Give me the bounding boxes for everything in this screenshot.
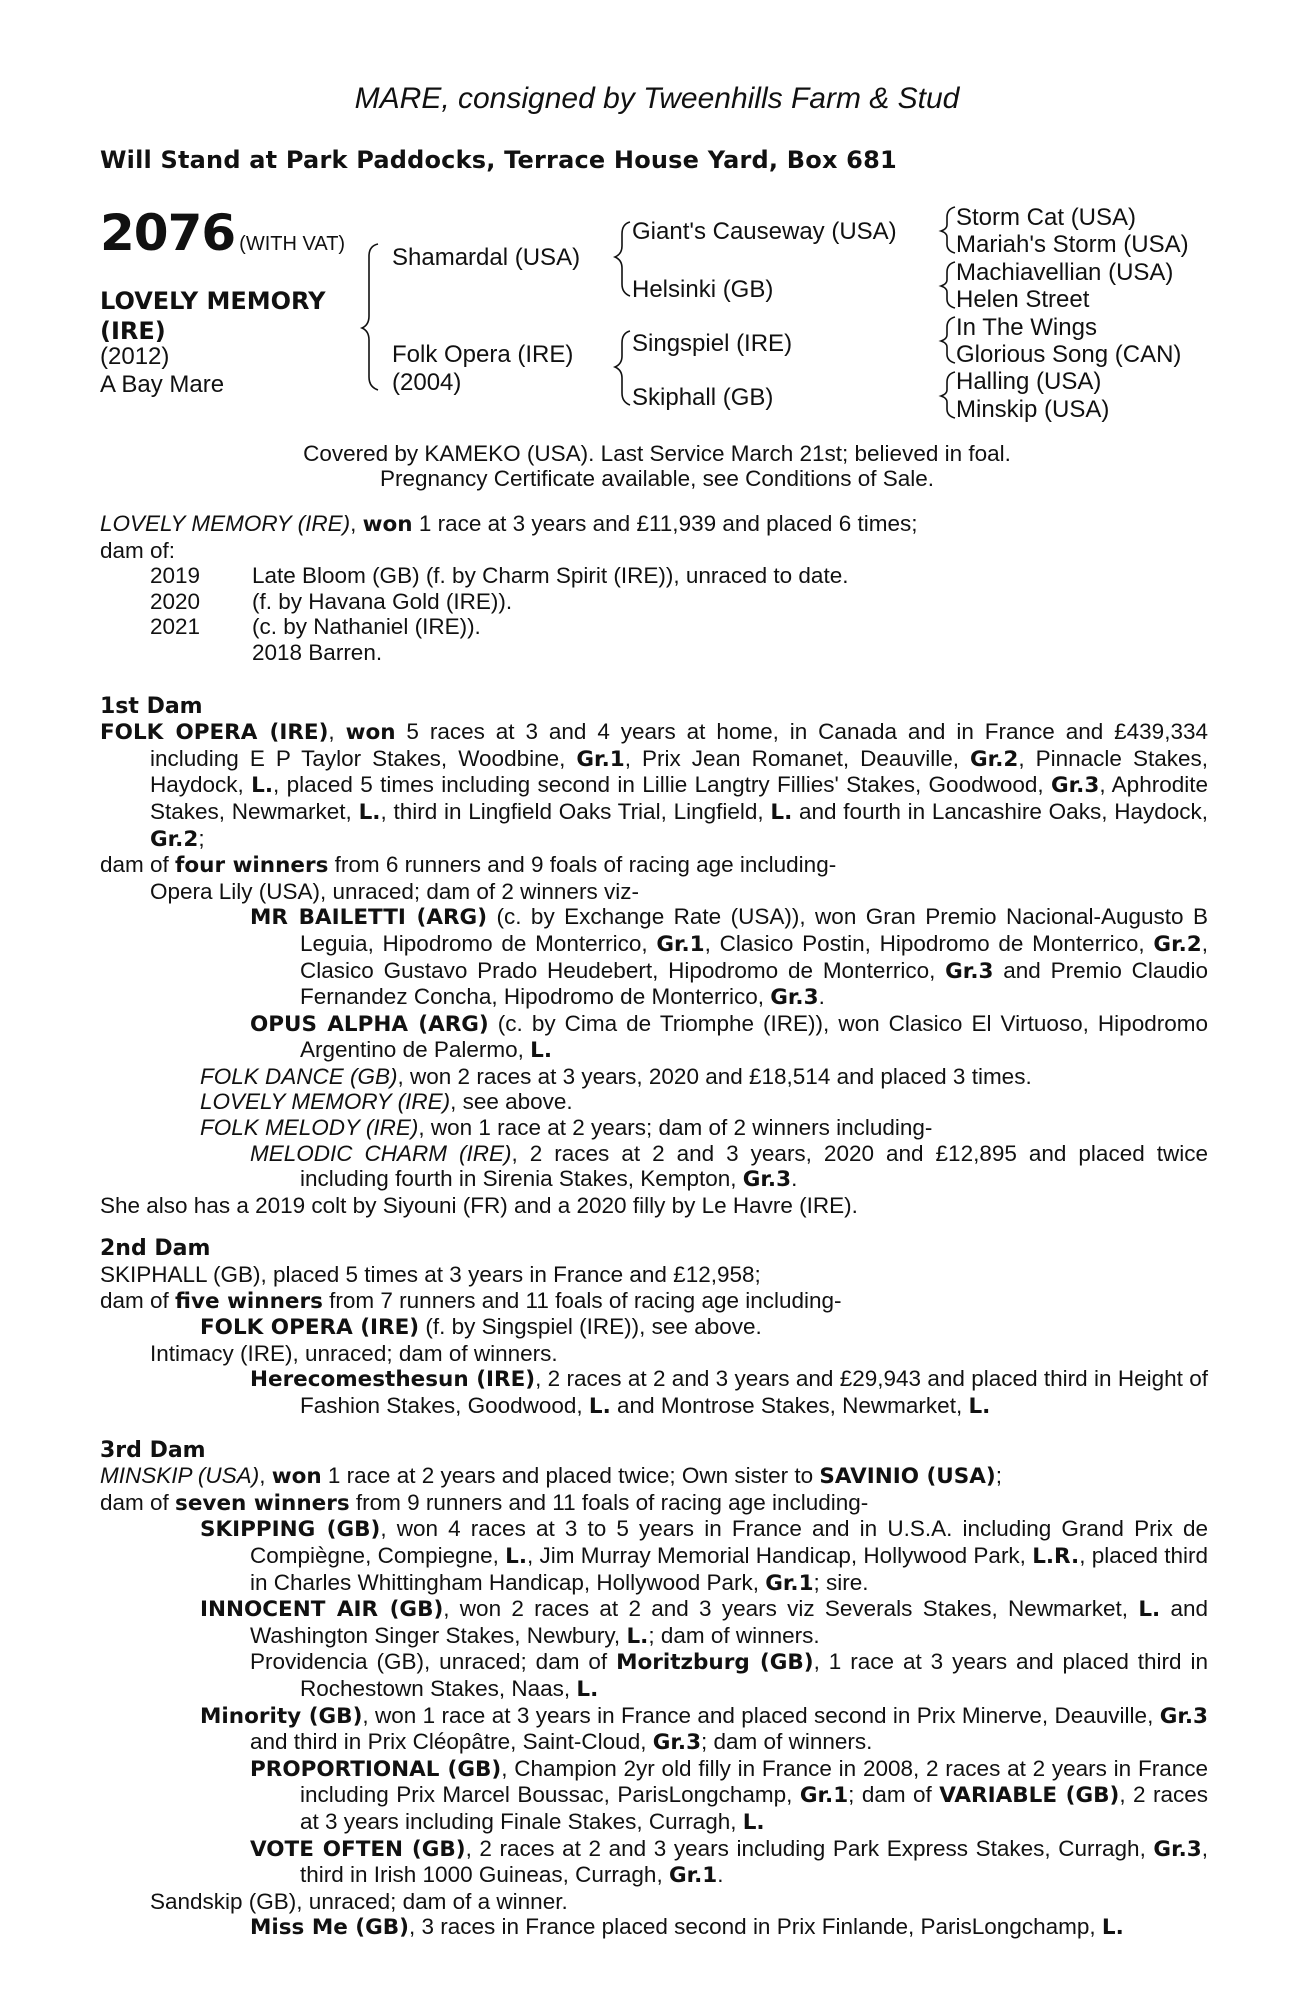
grade: Gr.2 (1153, 931, 1202, 957)
horse-name-italic: FOLK DANCE (GB) (200, 1063, 398, 1089)
dam1-text: ; (198, 825, 205, 851)
horse-name-italic: LOVELY MEMORY (IRE) (200, 1089, 451, 1115)
listed: L. (770, 799, 793, 825)
listed: L. (576, 1676, 599, 1702)
produce-text: , 1 race at 3 years and placed third in Rochestown Stakes, Naas, (300, 1649, 1208, 1701)
produce-text: , Clasico Gustavo Prado Heudebert, Hipodromo de Monterrico, (300, 930, 1208, 983)
dam1-name: FOLK OPERA (IRE) (100, 720, 329, 746)
section-heading-1st-dam: 1st Dam (100, 693, 203, 719)
grade: Gr.2 (150, 826, 199, 852)
produce-text: , 2 races at 2 and 3 years, 2020 and £12,895 and placed twice including fourth in Sirenia Stakes, Kempton, (300, 1140, 1208, 1192)
grade: Gr.2 (970, 746, 1019, 772)
horse-name-bold: SKIPPING (GB) (200, 1517, 381, 1543)
produce-vote-often (100, 1836, 1208, 1889)
produce-text: (c. by Exchange Rate (USA)), won Gran Premio Nacional-Augusto B Leguia, Hipodromo de Monterrico, (300, 904, 1209, 956)
grade: Gr.1 (668, 1863, 718, 1889)
produce-row (100, 614, 1208, 640)
listed: L. (968, 1394, 991, 1419)
summary-text: from 6 runners and 9 foals of racing age including- (328, 852, 837, 878)
intro-horse-name: LOVELY MEMORY (IRE) (100, 511, 351, 536)
dam1-text: , Prix Jean Romanet, Deauville, (624, 745, 971, 771)
pedigree-g1: Storm Cat (USA) (956, 204, 1137, 231)
dam3-record (100, 1463, 1208, 1490)
pedigree-sire: Shamardal (USA) (392, 244, 581, 271)
produce-text: , 2 races at 3 years including Finale Stakes, Curragh, (300, 1782, 1208, 1834)
pedigree-g4: Helen Street (956, 286, 1090, 313)
horse-name-bold: Miss Me (GB) (250, 1915, 409, 1941)
dam3-text: 1 race at 2 years and placed twice; Own sister to (321, 1463, 820, 1489)
produce-text: Late Bloom (GB) (f. by Charm Spirit (IRE)), unraced to date. (252, 563, 849, 589)
grade: Gr.3 (945, 958, 994, 984)
brace-g1 (941, 207, 955, 253)
dam2-record: SKIPHALL (GB), placed 5 times at 3 years in France and £12,958; (100, 1262, 761, 1288)
produce-text: (f. by Singspiel (IRE)), see above. (419, 1314, 762, 1340)
pedigree-g2: Mariah's Storm (USA) (956, 231, 1189, 258)
listed: L.R. (1032, 1543, 1080, 1569)
produce-row (100, 589, 1208, 615)
winners-count: seven winners (175, 1490, 350, 1516)
produce-folk-melody (100, 1115, 1208, 1141)
produce-row (100, 563, 1208, 589)
produce-text: , won 2 races at 3 years, 2020 and £18,514 and placed 3 times. (397, 1063, 1032, 1089)
produce-text: 2018 Barren. (252, 639, 383, 665)
produce-opus-alpha (100, 1011, 1208, 1064)
horse-year: (2012) (100, 343, 170, 370)
dam1-text: , Pinnacle Stakes, Haydock, (150, 745, 1208, 798)
horse-name-bold: OPUS ALPHA (ARG) (250, 1011, 489, 1037)
produce-folk-opera (100, 1314, 1208, 1341)
pedigree-sire-sire: Giant's Causeway (USA) (632, 218, 897, 245)
produce-miss-me (100, 1914, 1208, 1941)
pedigree-g7: Halling (USA) (956, 368, 1102, 395)
summary-text: dam of (100, 1287, 176, 1313)
grade: Gr.1 (799, 1783, 849, 1809)
produce-text: , Clasico Postin, Hipodromo de Monterrico, (704, 930, 1154, 956)
pedigree-sire-dam: Helsinki (GB) (632, 276, 774, 303)
pedigree-dam-sire: Singspiel (IRE) (632, 330, 793, 357)
horse-name-bold: INNOCENT AIR (GB) (200, 1597, 444, 1623)
produce-lovely-memory (100, 1089, 1208, 1115)
intro-record-text: 1 race at 3 years and £11,939 and placed 6 times; (412, 511, 918, 536)
produce-text: ; dam of (848, 1782, 940, 1808)
grade: Gr.1 (656, 931, 705, 957)
dam1-text: , third in Lingfield Oaks Trial, Lingfield, (380, 798, 771, 824)
produce-providencia (100, 1649, 1208, 1702)
produce-intimacy: Intimacy (IRE), unraced; dam of winners. (150, 1340, 558, 1366)
produce-text: ; sire. (813, 1569, 869, 1595)
produce-skipping (100, 1516, 1208, 1596)
horse-name-italic: FOLK MELODY (IRE) (200, 1115, 419, 1141)
brace-dam (615, 331, 630, 405)
produce-innocent-air (100, 1596, 1208, 1649)
grade: Gr.3 (652, 1730, 702, 1756)
horse-name-bold: FOLK OPERA (IRE) (200, 1315, 420, 1341)
produce-text: , placed third in Charles Whittingham Handicap, Hollywood Park, (250, 1542, 1209, 1595)
produce-text: , 2 races at 2 and 3 years including Park Express Stakes, Curragh, (465, 1835, 1154, 1861)
produce-text: , won 1 race at 3 years in France and placed second in Prix Minerve, Deauville, (362, 1702, 1160, 1728)
winners-count: five winners (175, 1288, 323, 1314)
grade: Gr.3 (742, 1167, 792, 1193)
dam2-produce-summary (100, 1288, 1208, 1315)
produce-minority (100, 1703, 1208, 1756)
summary-text: dam of (100, 1489, 176, 1515)
produce-text: ; dam of winners. (701, 1729, 873, 1755)
winners-count: four winners (175, 853, 329, 879)
produce-text: , third in Irish 1000 Guineas, Curragh, (300, 1835, 1208, 1888)
horse-name-bold: Moritzburg (GB) (616, 1650, 814, 1676)
stand-location: Will Stand at Park Paddocks, Terrace House Yard, Box 681 (100, 146, 897, 174)
pedigree-dam: Folk Opera (IRE) (392, 341, 574, 368)
intro-won: won (362, 512, 413, 537)
dam1-produce-summary (100, 852, 1208, 879)
horse-name-bold: PROPORTIONAL (GB) (250, 1756, 502, 1782)
dam1-won: won (345, 720, 396, 746)
produce-year: 2021 (150, 614, 201, 640)
produce-row (100, 640, 1208, 666)
produce-text: ; dam of winners. (648, 1622, 820, 1648)
produce-text: (c. by Cima de Triomphe (IRE)), won Clasico El Virtuoso, Hipodromo Argentino de Palermo, (300, 1010, 1208, 1063)
produce-text: , won 4 races at 3 to 5 years in France and in U.S.A. including Grand Prix de Compiègne, Compiegne, (250, 1516, 1208, 1568)
listed: L. (505, 1543, 528, 1569)
section-heading-2nd-dam: 2nd Dam (100, 1236, 211, 1262)
dam1-text: 5 races at 3 and 4 years at home, in Canada and in France and £439,334 including E P Taylor Stakes, Woodbine, (150, 719, 1208, 771)
produce-proportional (100, 1756, 1208, 1836)
dam3-text: , (259, 1463, 272, 1489)
produce-mr-bailetti (100, 904, 1208, 1010)
summary-text: dam of (100, 852, 176, 878)
listed: L. (530, 1038, 553, 1064)
section-heading-3rd-dam: 3rd Dam (100, 1437, 206, 1463)
horse-name-bold: Herecomesthesun (IRE) (250, 1367, 536, 1393)
produce-text: (c. by Nathaniel (IRE)). (252, 614, 481, 640)
horse-name-italic: MELODIC CHARM (IRE) (250, 1140, 512, 1166)
cover-line-1: Covered by KAMEKO (USA). Last Service March 21st; believed in foal. (303, 441, 1011, 466)
listed: L. (251, 773, 274, 799)
produce-sandskip: Sandskip (GB), unraced; dam of a winner. (150, 1888, 568, 1914)
produce-text: , 2 races at 2 and 3 years and £29,943 and placed third in Height of Fashion Stakes, Goodwood, (300, 1366, 1208, 1418)
brace-g4 (941, 372, 955, 418)
intro-dam-of: dam of: (100, 537, 176, 563)
produce-melodic-charm (100, 1141, 1208, 1193)
listed: L. (626, 1623, 649, 1649)
brace-g2 (941, 262, 955, 308)
grade: Gr.1 (576, 746, 625, 772)
produce-year: 2020 (150, 588, 201, 614)
produce-text: , 3 races in France placed second in Prix Finlande, ParisLongchamp, (409, 1914, 1102, 1940)
page-title: MARE, consigned by Tweenhills Farm & Stud (354, 82, 960, 115)
horse-description: A Bay Mare (100, 371, 225, 398)
listed: L. (742, 1809, 765, 1835)
dam3-name: MINSKIP (USA) (100, 1463, 260, 1489)
produce-text: , Champion 2yr old filly in France in 2008, 2 races at 2 years in France including Prix Marcel Boussac, ParisLongchamp, (300, 1755, 1208, 1808)
summary-text: from 7 runners and 11 foals of racing age including- (322, 1287, 842, 1313)
produce-folk-dance (100, 1064, 1208, 1090)
horse-name-bold: Minority (GB) (200, 1703, 363, 1729)
produce-text: , won 1 race at 2 years; dam of 2 winners including- (418, 1115, 933, 1141)
dam3-produce-summary (100, 1490, 1208, 1517)
dam1-text: and fourth in Lancashire Oaks, Haydock, (792, 798, 1208, 824)
grade: Gr.3 (770, 985, 819, 1011)
dam3-text: ; (995, 1463, 1002, 1489)
catalogue-body (100, 511, 1208, 1941)
horse-name-bold: MR BAILETTI (ARG) (250, 905, 488, 931)
listed: L. (1138, 1597, 1161, 1623)
produce-text: and Premio Claudio Fernandez Concha, Hipodromo de Monterrico, (300, 957, 1208, 1010)
produce-text: and Montrose Stakes, Newmarket, (610, 1393, 969, 1418)
brace-g3 (941, 317, 955, 363)
intro-record: LOVELY MEMORY (IRE), won 1 race at 3 years and £11,939 and placed 6 times; (100, 511, 918, 537)
listed: L. (588, 1394, 611, 1419)
pedigree-dam-dam: Skiphall (GB) (632, 384, 774, 411)
dam3-won: won (271, 1464, 322, 1490)
produce-text: Providencia (GB), unraced; dam of (250, 1649, 617, 1675)
pedigree-g6: Glorious Song (CAN) (956, 341, 1182, 368)
brace-main (362, 244, 378, 390)
produce-text: , Jim Murray Memorial Handicap, Hollywood Park, (527, 1542, 1033, 1568)
horse-name-bold: VARIABLE (GB) (939, 1783, 1120, 1809)
pedigree-g3: Machiavellian (USA) (956, 259, 1174, 286)
dam1-also-has: She also has a 2019 colt by Siyouni (FR) and a 2020 filly by Le Havre (IRE). (100, 1192, 858, 1218)
produce-text: . (791, 1166, 798, 1192)
lot-number: 2076 (100, 204, 236, 262)
horse-name-bold: VOTE OFTEN (GB) (250, 1836, 466, 1862)
produce-text: . (717, 1862, 724, 1888)
pedigree-g5: In The Wings (956, 314, 1097, 341)
brace-sire (615, 222, 630, 296)
produce-text: , won 2 races at 2 and 3 years viz Severals Stakes, Newmarket, (443, 1596, 1139, 1622)
dam1-text: , placed 5 times including second in Lillie Langtry Fillies' Stakes, Goodwood, (273, 772, 1051, 798)
horse-name-line2: (IRE) (100, 317, 166, 345)
grade: Gr.1 (765, 1570, 814, 1596)
grade: Gr.3 (1159, 1703, 1209, 1729)
produce-year: 2019 (150, 563, 201, 589)
listed: L. (1101, 1915, 1124, 1941)
grade: Gr.3 (1051, 773, 1100, 799)
dam1-record: FOLK OPERA (IRE), won 5 races at 3 and 4 years at home, in Canada and in France and £439,334 including E P Taylor Stakes, Woodbine, Gr.1, Prix Jean Romanet, Deauville, Gr.2, Pinnacle Stakes, Haydock, L., placed 5 times including second in Lillie Langtry Fillies' Stakes, Goodwood, Gr.3, Aphrodite Stakes, Newmarket, L., third in Lingfield Oaks Trial, Lingfield, L. and fourth in Lancashire Oaks, Haydock, Gr.2; (100, 719, 1208, 852)
grade: Gr.3 (1153, 1836, 1202, 1862)
produce-herecomesthesun (100, 1366, 1208, 1419)
lot-vat: (WITH VAT) (239, 233, 346, 255)
listed: L. (358, 799, 381, 825)
pedigree-g8: Minskip (USA) (956, 396, 1110, 423)
dam1-text: , Aphrodite Stakes, Newmarket, (150, 772, 1208, 824)
produce-text: and third in Prix Cléopâtre, Saint-Cloud, (250, 1729, 653, 1755)
summary-text: from 9 runners and 11 foals of racing age including- (349, 1489, 869, 1515)
produce-text: , see above. (450, 1089, 573, 1115)
horse-name-line1: LOVELY MEMORY (100, 287, 326, 315)
produce-text: . (818, 984, 825, 1010)
horse-name-bold: SAVINIO (USA) (819, 1464, 996, 1490)
produce-text: (f. by Havana Gold (IRE)). (252, 588, 513, 614)
cover-line-2: Pregnancy Certificate available, see Conditions of Sale. (379, 466, 935, 491)
produce-text: and Washington Singer Stakes, Newbury, (250, 1596, 1208, 1648)
produce-opera-lily: Opera Lily (USA), unraced; dam of 2 winners viz- (150, 878, 639, 904)
pedigree-dam-year: (2004) (392, 369, 462, 396)
